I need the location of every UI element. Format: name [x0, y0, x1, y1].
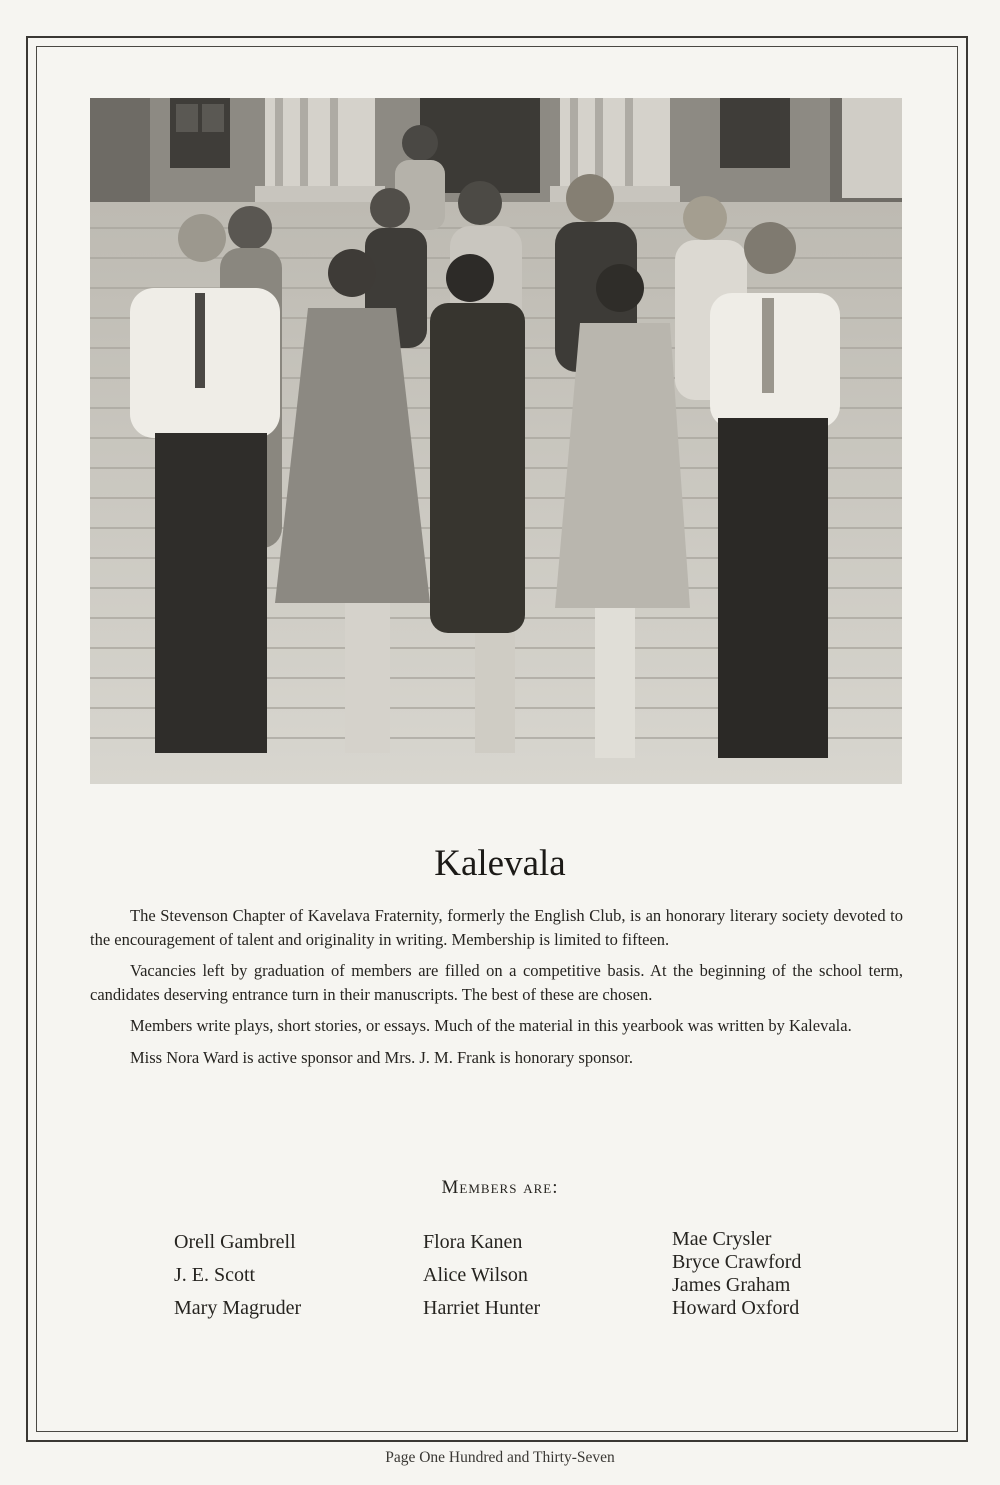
paragraph: Members write plays, short stories, or essays. Much of the material in this yearbook was written by Kalevala.	[130, 1016, 852, 1035]
article-body	[90, 904, 903, 1077]
member-name: Mary Magruder	[174, 1297, 302, 1319]
member-name: Bryce Crawford	[672, 1251, 802, 1273]
paragraph: The Stevenson Chapter of Kavelava Fraternity, formerly the English Club, is an honorary literary society devoted to the encouragement of talent and originality in writing. Membership is limited to fifteen.	[90, 906, 903, 949]
members-heading: Members are:	[441, 1177, 559, 1198]
member-name: J. E. Scott	[174, 1264, 256, 1286]
member-name: Harriet Hunter	[423, 1297, 541, 1319]
member-name: James Graham	[672, 1274, 791, 1296]
members-list	[0, 1228, 1000, 1338]
page-number: Page One Hundred and Thirty-Seven	[385, 1449, 615, 1466]
group-photo	[90, 98, 902, 784]
member-name: Flora Kanen	[423, 1231, 523, 1253]
member-name: Orell Gambrell	[174, 1231, 296, 1253]
members-column-1	[174, 1228, 301, 1327]
article-title: Kalevala	[434, 843, 566, 884]
member-name: Alice Wilson	[423, 1264, 528, 1286]
members-column-2	[423, 1228, 540, 1327]
members-column-3	[672, 1228, 801, 1320]
paragraph: Vacancies left by graduation of members are filled on a competitive basis. At the beginning of the school term, candidates deserving entrance turn in their manuscripts. The best of these are chosen.	[90, 961, 903, 1004]
member-name: Howard Oxford	[672, 1297, 800, 1319]
group-photo-icon	[90, 98, 902, 784]
member-name: Mae Crysler	[672, 1228, 772, 1250]
paragraph: Miss Nora Ward is active sponsor and Mrs. J. M. Frank is honorary sponsor.	[130, 1047, 633, 1067]
